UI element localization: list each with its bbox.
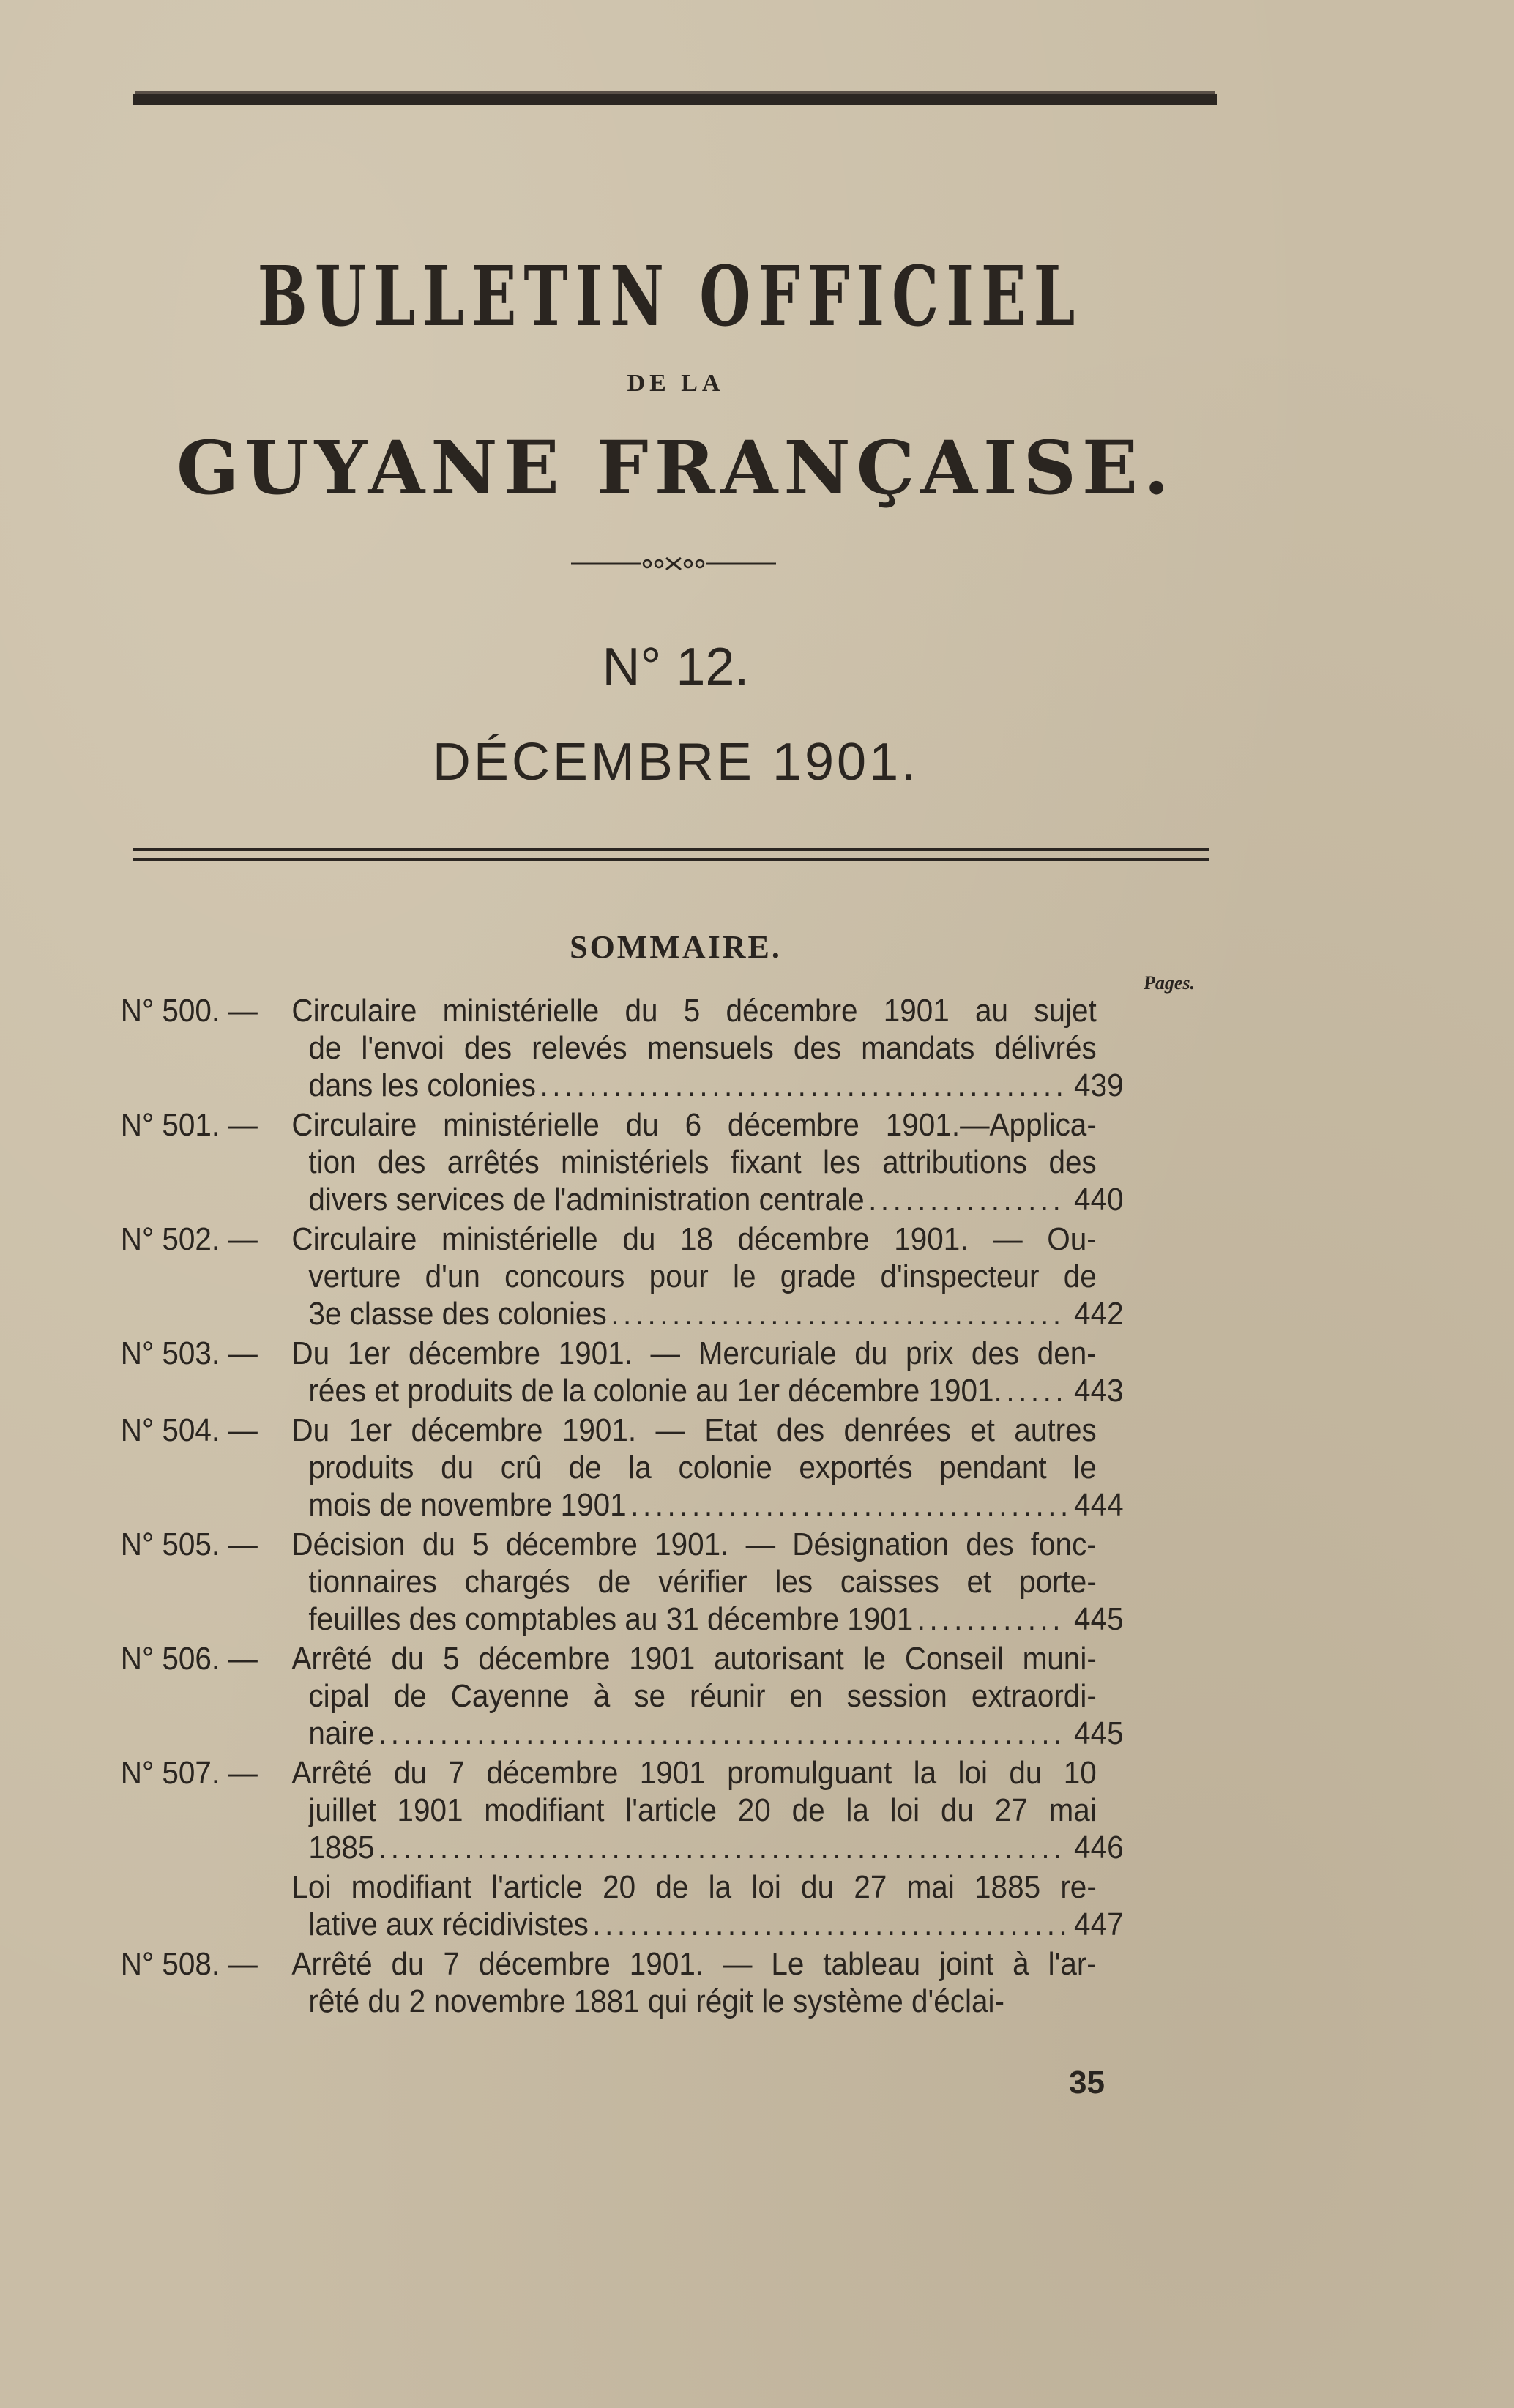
toc-entry-line: de l'envoi des relevés mensuels des mandats délivrés (308, 1030, 1097, 1066)
toc-entry-line: Arrêté du 7 décembre 1901. — Le tableau joint à l'ar- (291, 1946, 1097, 1982)
toc-entry-line (308, 1067, 1124, 1104)
toc-entry-line: Circulaire ministérielle du 18 décembre 1901. — Ou- (291, 1221, 1097, 1257)
pages-column-label: Pages. (1144, 972, 1196, 994)
toc-entry-page: 442 (1074, 1296, 1124, 1332)
toc-entry-number: N° 506. — (120, 1641, 258, 1677)
toc-entry-text: divers services de l'administration centrale (308, 1182, 865, 1218)
toc-entry (110, 1106, 1133, 1218)
toc-entry-text: lative aux récidivistes (308, 1906, 589, 1942)
dot-leader (378, 1715, 1066, 1752)
dot-leader (630, 1486, 1065, 1524)
toc-entry-page: 446 (1074, 1830, 1124, 1865)
issue-date: DÉCEMBRE 1901. (432, 733, 920, 791)
toc-entry-text: 3e classe des colonies (308, 1296, 607, 1332)
table-of-contents (110, 992, 1223, 2022)
toc-entry-line (308, 1295, 1124, 1332)
toc-entry (110, 1868, 1133, 1943)
toc-entry-page: 447 (1074, 1906, 1124, 1942)
dot-leader (540, 1067, 1065, 1104)
toc-entry-line: Circulaire ministérielle du 5 décembre 1901 au sujet (291, 993, 1097, 1029)
bulletin-title: BULLETIN OFFICIEL (257, 249, 1083, 345)
toc-entry (110, 1640, 1133, 1752)
toc-entry-number: N° 508. — (120, 1946, 258, 1982)
toc-entry (110, 1220, 1133, 1332)
toc-entry-line: Décision du 5 décembre 1901. — Désignation des fonc- (291, 1527, 1097, 1562)
dot-leader (378, 1829, 1066, 1866)
top-rule (133, 94, 1217, 105)
toc-entry-text: mois de novembre 1901 (308, 1487, 627, 1523)
toc-entry-number: N° 507. — (120, 1755, 258, 1791)
toc-entry-page: 440 (1074, 1182, 1124, 1218)
toc-entry-line: rêté du 2 novembre 1881 qui régit le système d'éclai- (308, 1983, 1004, 2019)
toc-entry-line: tionnaires chargés de vérifier les caisses et porte- (308, 1564, 1097, 1600)
ornament-divider-icon (571, 555, 776, 573)
dot-leader (917, 1600, 1066, 1638)
bulletin-subtitle-large: GUYANE FRANÇAISE. (176, 425, 1175, 511)
toc-entry (110, 1945, 1133, 2020)
toc-entry-line: Arrêté du 5 décembre 1901 autorisant le Conseil muni- (291, 1641, 1097, 1677)
toc-entry-line (308, 1181, 1124, 1218)
issue-number: N° 12. (602, 638, 750, 696)
toc-entry-line: Circulaire ministérielle du 6 décembre 1901.—Applica- (291, 1107, 1097, 1143)
toc-entry (110, 992, 1133, 1104)
toc-entry-number: N° 504. — (120, 1412, 258, 1448)
dot-leader (868, 1181, 1065, 1218)
toc-entry-line: Loi modifiant l'article 20 de la loi du 27 mai 1885 re- (291, 1869, 1097, 1905)
toc-entry-number: N° 502. — (120, 1221, 258, 1257)
bulletin-subtitle-small: DE LA (627, 370, 725, 397)
toc-entry-line: juillet 1901 modifiant l'article 20 de la loi du 27 mai (308, 1792, 1097, 1828)
dot-leader (611, 1295, 1065, 1332)
dot-leader (1006, 1372, 1065, 1409)
toc-entry-number: N° 500. — (120, 993, 258, 1029)
toc-entry-text: dans les colonies (308, 1067, 536, 1103)
toc-entry-text: feuilles des comptables au 31 décembre 1901 (308, 1601, 914, 1637)
toc-entry-line: Arrêté du 7 décembre 1901 promulguant la loi du 10 (291, 1755, 1097, 1791)
toc-entry-number: N° 505. — (120, 1527, 258, 1562)
toc-entry-line (308, 1486, 1124, 1524)
toc-entry-line (308, 1372, 1124, 1409)
toc-entry (110, 1412, 1133, 1524)
toc-entry-line: Du 1er décembre 1901. — Etat des denrées et autres (291, 1412, 1097, 1448)
toc-entry (110, 1335, 1133, 1409)
toc-entry-line (308, 1715, 1124, 1752)
toc-entry-line: cipal de Cayenne à se réunir en session extraordi- (308, 1678, 1097, 1714)
toc-entry-line (308, 1829, 1124, 1866)
toc-entry-line: verture d'un concours pour le grade d'inspecteur de (308, 1259, 1097, 1294)
toc-entry-page: 439 (1074, 1067, 1124, 1103)
toc-entry-text: naire (308, 1715, 375, 1751)
signature-mark: 35 (1069, 2065, 1105, 2101)
toc-entry-text: 1885 (308, 1830, 375, 1865)
toc-entry-line: produits du crû de la colonie exportés pendant le (308, 1450, 1097, 1486)
middle-rule (133, 848, 1209, 851)
dot-leader (592, 1906, 1065, 1943)
toc-entry-page: 443 (1074, 1373, 1124, 1409)
toc-entry-line (308, 1600, 1124, 1638)
toc-entry (110, 1754, 1133, 1866)
toc-entry-number: N° 501. — (120, 1107, 258, 1143)
toc-entry-number: N° 503. — (120, 1335, 258, 1371)
toc-entry-page: 445 (1074, 1601, 1124, 1637)
middle-rule-second (133, 858, 1209, 861)
toc-entry-page: 444 (1074, 1487, 1124, 1523)
toc-entry-page: 445 (1074, 1715, 1124, 1751)
toc-entry-text: rées et produits de la colonie au 1er décembre 1901. (308, 1373, 1002, 1409)
toc-entry-line: Du 1er décembre 1901. — Mercuriale du prix des den- (291, 1335, 1097, 1371)
toc-entry (110, 1526, 1133, 1638)
sommaire-heading: SOMMAIRE. (570, 929, 782, 965)
toc-entry-line: tion des arrêtés ministériels fixant les attributions des (308, 1144, 1097, 1180)
toc-entry-line (308, 1906, 1124, 1943)
